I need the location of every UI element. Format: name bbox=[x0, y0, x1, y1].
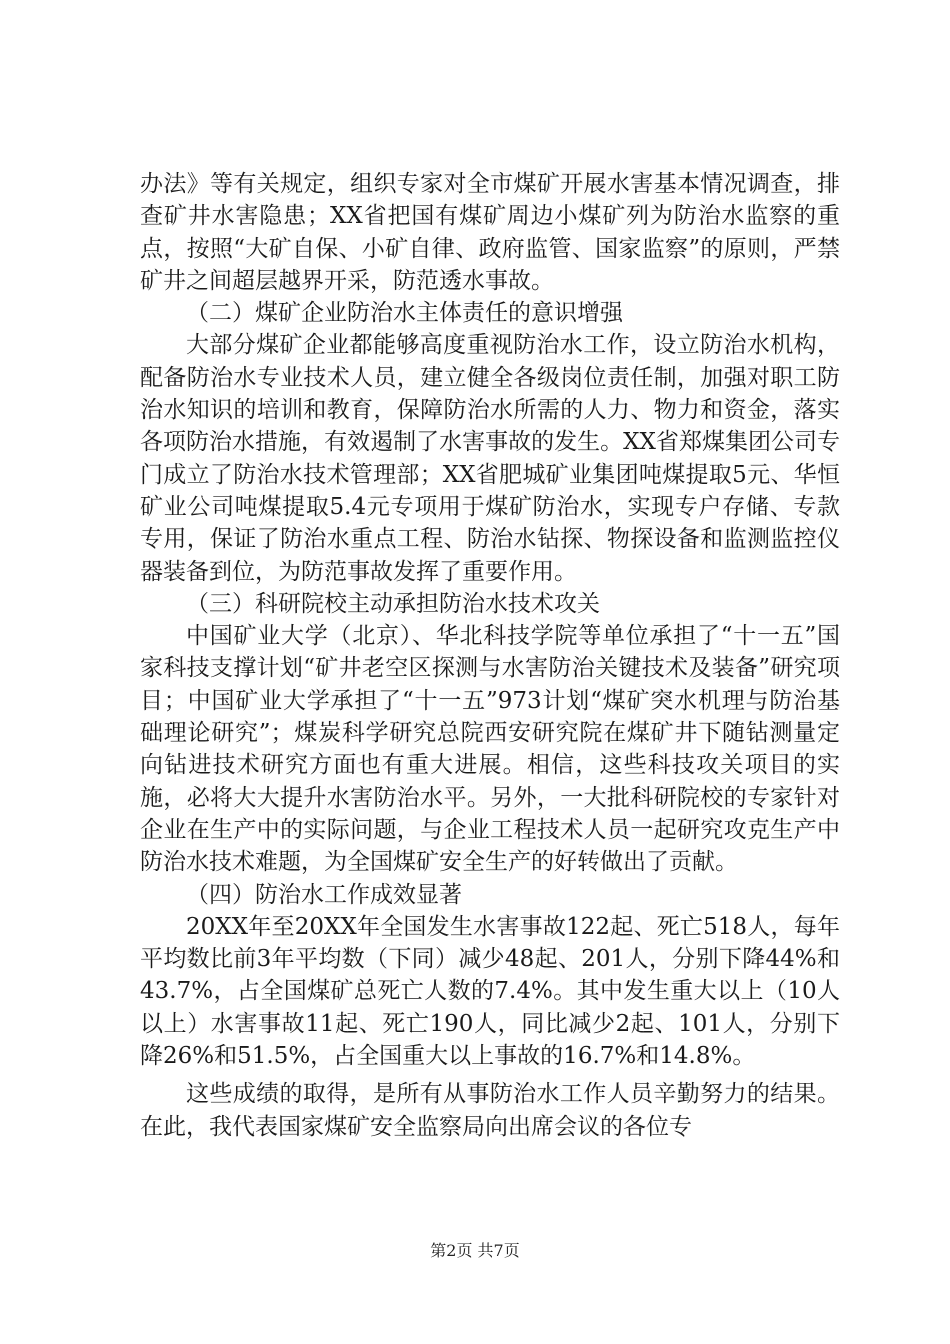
section-heading-2: （二）煤矿企业防治水主体责任的意识增强 bbox=[186, 300, 623, 327]
section-heading-3: （三）科研院校主动承担防治水技术攻关 bbox=[186, 590, 600, 617]
paragraph-research: 中国矿业大学（北京）、华北科技学院等单位承担了“十一五”国家科技支撑计划“矿井老空区探测与水害防治关键技术及装备”研究项目；中国矿业大学承担了“十一五”973计划“煤矿突水机理与防治基础理论研究”；煤炭科学研究总院西安研究院在煤矿井下随钻测量定向钻进技术研究方面也有重大进展。相信，这些科技攻关项目的实施，必将大大提升水害防治水平。另外，一大批科研院校的专家针对企业在生产中的实际问题，与企业工程技术人员一起研究攻克生产中防治水技术难题，为全国煤矿安全生产的好转做出了贡献。 bbox=[140, 623, 840, 876]
document-body bbox=[140, 168, 840, 1143]
paragraph-statistics: 20XX年至20XX年全国发生水害事故122起、死亡518人，每年平均数比前3年平均数（下同）减少48起、201人，分别下降44%和43.7%，占全国煤矿总死亡人数的7.4%。其中发生重大以上（10人以上）水害事故11起、死亡190人，同比减少2起、101人，分别下降26%和51.5%，占全国重大以上事故的16.7%和14.8%。 bbox=[140, 913, 840, 1070]
paragraph-enterprise-responsibility: 大部分煤矿企业都能够高度重视防治水工作，设立防治水机构，配备防治水专业技术人员，建立健全各级岗位责任制，加强对职工防治水知识的培训和教育，保障防治水所需的人力、物力和资金，落实各项防治水措施，有效遏制了水害事故的发生。XX省郑煤集团公司专门成立了防治水技术管理部；XX省肥城矿业集团吨煤提取5元、华恒矿业公司吨煤提取5.4元专项用于煤矿防治水，实现专户存储、专款专用，保证了防治水重点工程、防治水钻探、物探设备和监测监控仪器装备到位，为防范事故发挥了重要作用。 bbox=[140, 332, 840, 585]
page-number-footer: 第2页 共7页 bbox=[430, 1241, 520, 1260]
paragraph-continuation: 办法》等有关规定，组织专家对全市煤矿开展水害基本情况调查，排查矿井水害隐患；XX省把国有煤矿周边小煤矿列为防治水监察的重点，按照“大矿自保、小矿自律、政府监管、国家监察”的原则，严禁矿井之间超层越界开采，防范透水事故。 bbox=[140, 171, 840, 294]
section-heading-4: （四）防治水工作成效显著 bbox=[186, 881, 462, 908]
paragraph-acknowledgement: 这些成绩的取得，是所有从事防治水工作人员辛勤努力的结果。在此，我代表国家煤矿安全监察局向出席会议的各位专 bbox=[140, 1081, 840, 1140]
